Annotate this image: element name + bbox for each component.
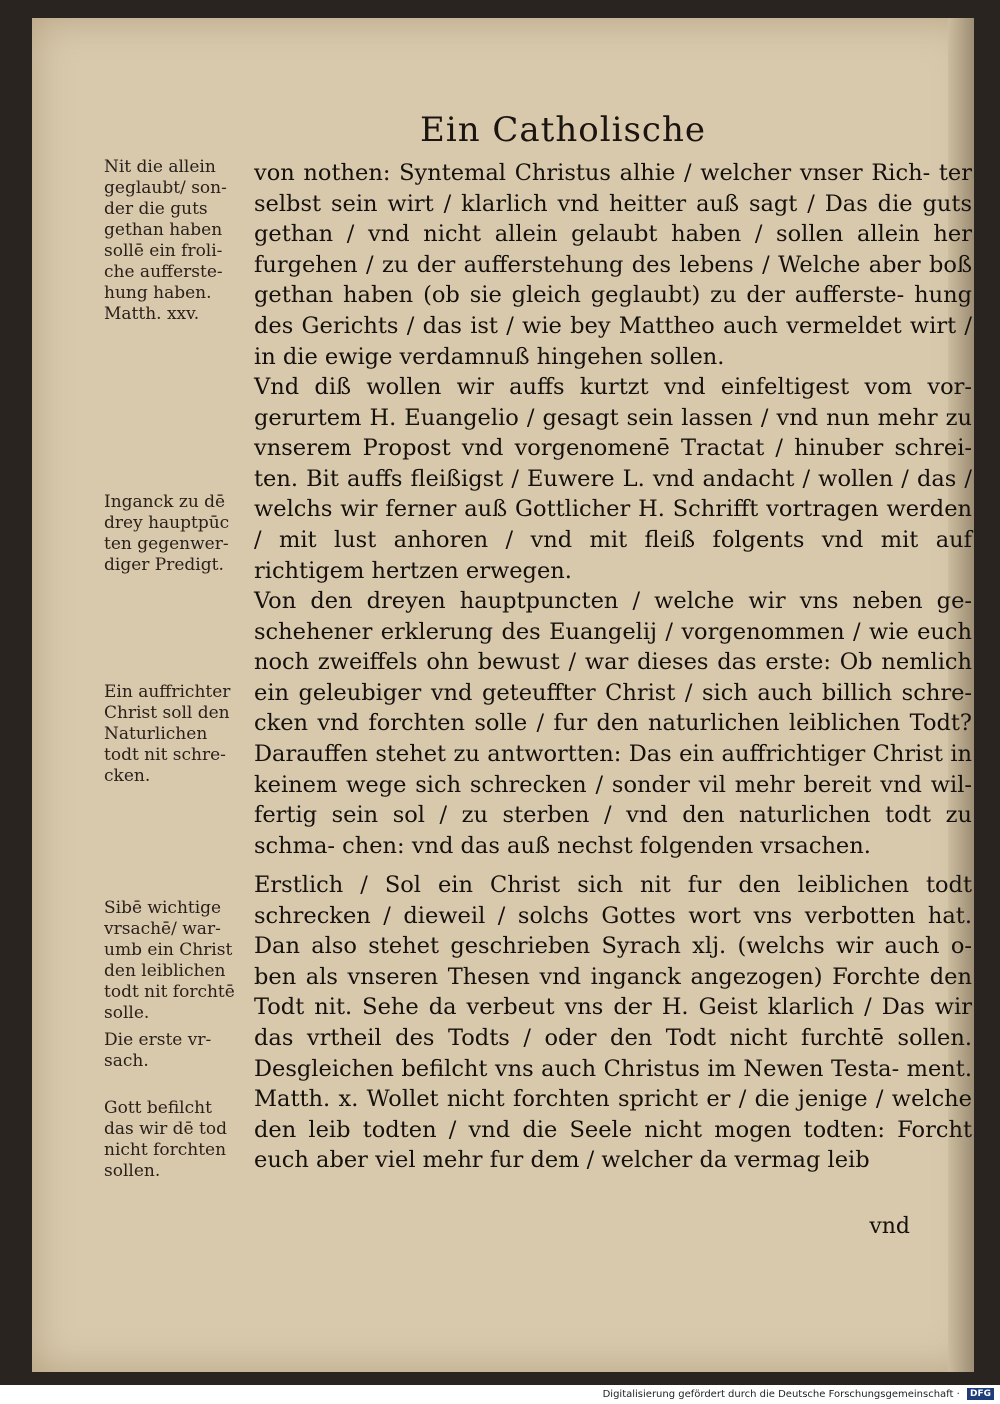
margin-note-line: Sibē wichtige bbox=[104, 898, 222, 918]
margin-note-line: Christ soll den bbox=[104, 703, 230, 723]
margin-note-line: ten gegenwer- bbox=[104, 534, 229, 554]
margin-note-line: todt nit forchtē bbox=[104, 982, 235, 1002]
paragraph-text: Von den dreyen hauptpuncten / welche wir vns neben ge- schehener erklerung des Euangelij / vorgenommen / wie euch noch zweiffels ohn bewust / war dieses das erste: Ob nemlich ein geleubiger vnd geteuffter Christ / sich auch billich schre- cken vnd forchten solle / fur den naturlichen leiblichen Todt? Darauffen stehet zu antwortten: Das ein auffrichtiger Christ in keinem wege sich schrecken / sonder vil mehr bereit vnd wil- fertig sein sol / zu sterben / vnd den naturlichen todt zu schma- chen: vnd das auß nechst folgenden vrsachen. bbox=[254, 588, 972, 859]
margin-note-2 bbox=[104, 492, 254, 576]
margin-note-line: geglaubt/ son- bbox=[104, 178, 227, 198]
body-paragraph-1 bbox=[254, 158, 972, 372]
digitization-footer bbox=[0, 1385, 1000, 1404]
margin-note-line: solle. bbox=[104, 1003, 150, 1023]
margin-note-line: diger Predigt. bbox=[104, 555, 224, 575]
margin-note-line: todt nit schre- bbox=[104, 745, 226, 765]
margin-note-line: den leiblichen bbox=[104, 961, 226, 981]
margin-note-line: sollē ein froli- bbox=[104, 241, 223, 261]
margin-note-line: umb ein Christ bbox=[104, 940, 233, 960]
margin-note-3 bbox=[104, 682, 254, 787]
margin-note-line: hung haben. bbox=[104, 283, 212, 303]
margin-note-line: drey hauptpūc bbox=[104, 513, 230, 533]
margin-note-line: das wir dē tod bbox=[104, 1119, 227, 1139]
margin-note-line: Nit die allein bbox=[104, 157, 216, 177]
margin-note-line: Naturlichen bbox=[104, 724, 208, 744]
margin-note-line: gethan haben bbox=[104, 220, 223, 240]
margin-note-line: Ein auffrichter bbox=[104, 682, 231, 702]
margin-note-line: Matth. xxv. bbox=[104, 304, 200, 324]
margin-note-line: nicht forchten bbox=[104, 1140, 227, 1160]
body-paragraph-4 bbox=[254, 870, 972, 1176]
funding-credit: Digitalisierung gefördert durch die Deutsche Forschungsgemeinschaft · bbox=[602, 1389, 960, 1400]
margin-note-line: Gott befilcht bbox=[104, 1098, 212, 1118]
paragraph-text: Vnd diß wollen wir auffs kurtzt vnd einfeltigest vom vor- gerurtem H. Euangelio / gesagt sein lassen / vnd nun mehr zu vnserem Propost vnd vorgenomenē Tractat / hinuber schrei- ten. Bit auffs fleißigst / Euwere L. vnd andacht / wollen / das / welchs wir ferner auß Gottlicher H. Schrifft vortragen werden / mit lust anhoren / vnd mit fleiß folgents vnd mit auf richtigem hertzen erwegen. bbox=[254, 374, 972, 584]
margin-note-1 bbox=[104, 157, 254, 325]
margin-note-line: sollen. bbox=[104, 1161, 161, 1181]
dfg-logo: DFG bbox=[967, 1388, 994, 1400]
margin-note-5 bbox=[104, 1030, 254, 1072]
margin-note-4 bbox=[104, 898, 254, 1024]
margin-note-line: der die guts bbox=[104, 199, 208, 219]
book-page bbox=[32, 18, 974, 1372]
running-header: Ein Catholische bbox=[420, 110, 706, 150]
body-paragraph-3 bbox=[254, 586, 972, 861]
margin-note-line: vrsachē/ war- bbox=[104, 919, 221, 939]
margin-note-line: cken. bbox=[104, 766, 151, 786]
paragraph-text: von nothen: Syntemal Christus alhie / welcher vnser Rich- ter selbst sein wirt / klarlich vnd heitter auß sagt / Das die guts gethan / vnd nicht allein gelaubt haben / sollen allein her furgehen / zu der aufferstehung des lebens / Welche aber boß gethan haben (ob sie gleich geglaubt) zu der aufferste- hung des Gerichts / das ist / wie bey Mattheo auch vermeldet wirt / in die ewige verdamnuß hingehen sollen. bbox=[254, 160, 972, 370]
body-paragraph-2 bbox=[254, 372, 972, 586]
margin-note-line: Die erste vr- bbox=[104, 1030, 212, 1050]
margin-note-line: che aufferste- bbox=[104, 262, 223, 282]
margin-note-line: sach. bbox=[104, 1051, 149, 1071]
catchword: vnd bbox=[869, 1214, 910, 1239]
paragraph-text: Erstlich / Sol ein Christ sich nit fur den leiblichen todt schrecken / dieweil / solchs Gottes wort vns verbotten hat. Dan also stehet geschrieben Syrach xlj. (welchs wir auch o- ben als vnseren Thesen vnd inganck angezogen) Forchte den Todt nit. Sehe da verbeut vns der H. Geist klarlich / Das wir das vrtheil des Todts / oder den Todt nicht furchtē sollen. Desgleichen befilcht vns auch Christus im Newen Testa- ment. Matth. x. Wollet nicht forchten spricht er / die jenige / welche den leib todten / vnd die Seele nicht mogen todten: Forcht euch aber viel mehr fur dem / welcher da vermag leib bbox=[254, 872, 972, 1174]
margin-note-6 bbox=[104, 1098, 254, 1182]
margin-note-line: Inganck zu dē bbox=[104, 492, 226, 512]
